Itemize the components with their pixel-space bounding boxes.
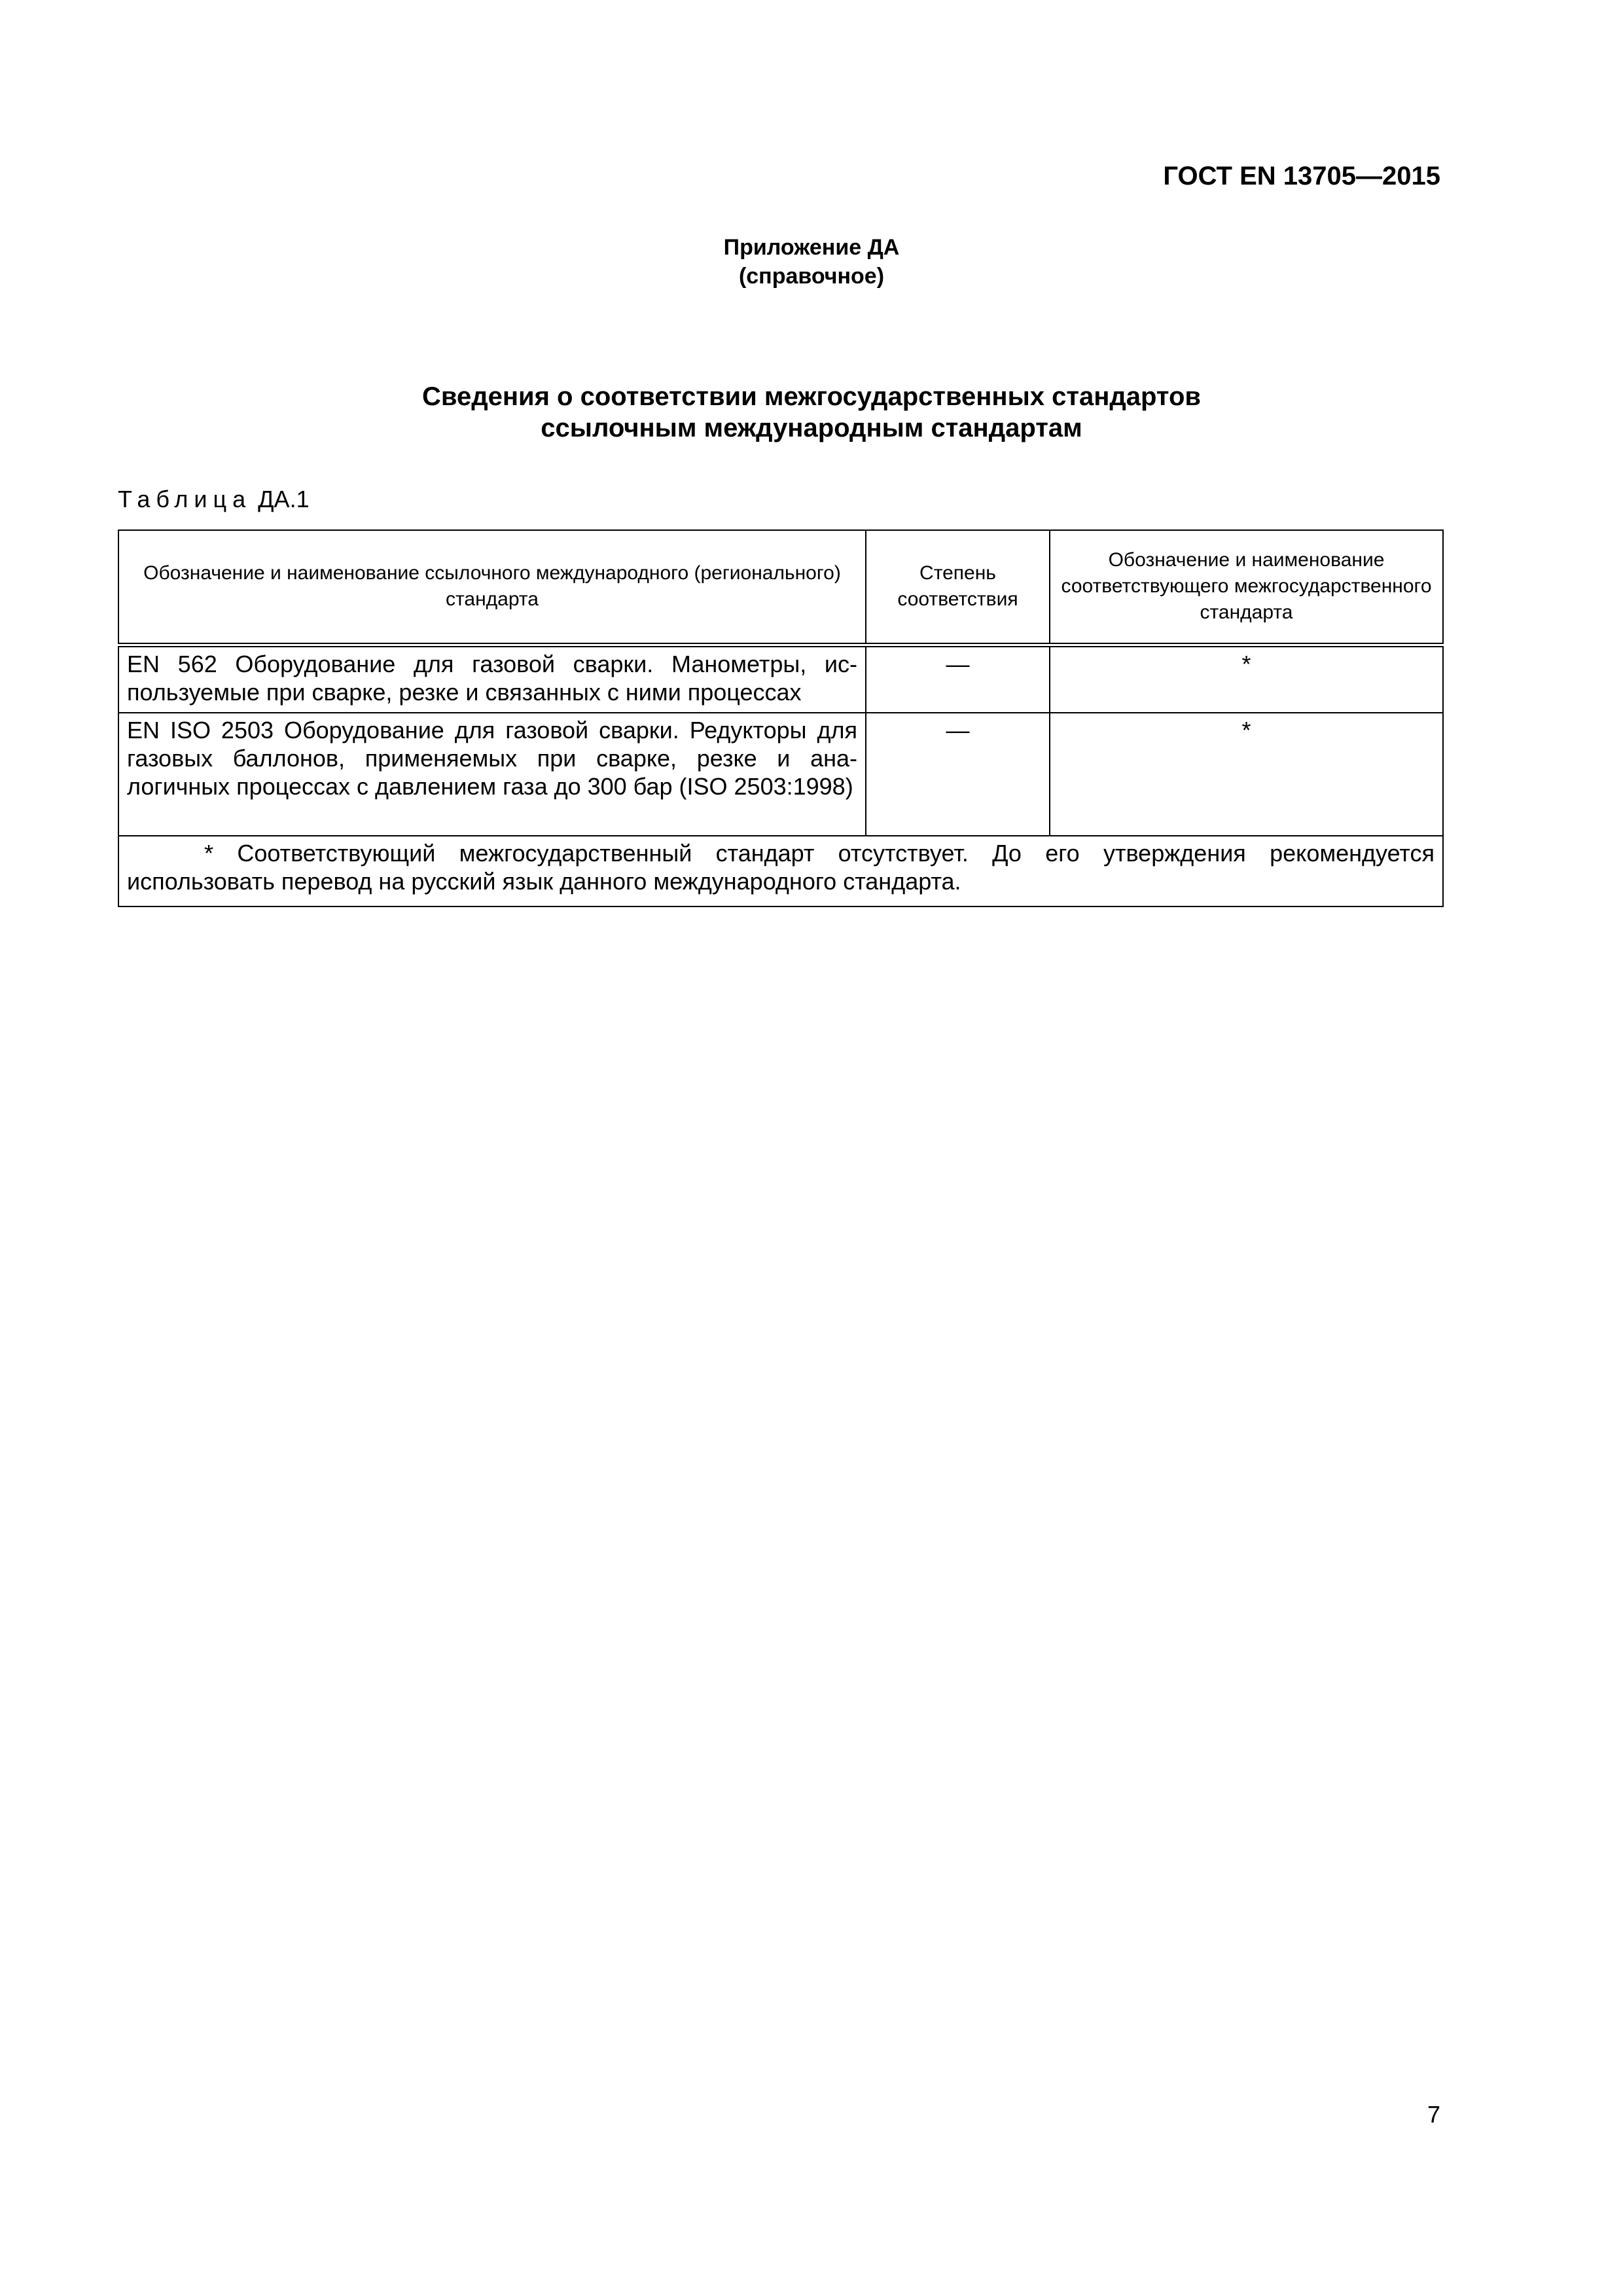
interstate-standard-cell: * bbox=[1050, 645, 1443, 713]
section-title-line-1: Сведения о соответствии межгосударственных стандартов bbox=[422, 382, 1201, 411]
table-footnote: * Соответствующий межгосударственный стандарт отсутствует. До его утверждения рекомендуется использовать перевод на русский язык данного международного стандарта. bbox=[118, 836, 1443, 906]
degree-cell: — bbox=[866, 645, 1050, 713]
compliance-table bbox=[118, 529, 1444, 907]
column-header-degree: Степень соответствия bbox=[866, 530, 1050, 645]
reference-standard-cell: EN 562 Оборудование для газовой сварки. Манометры, используемые при сварке, резке и связанных с ними процессах bbox=[118, 645, 866, 713]
column-header-reference-standard: Обозначение и наименование ссылочного международного (регионального) стандарта bbox=[118, 530, 866, 645]
annex-title: Приложение ДА bbox=[723, 235, 900, 260]
annex-type: (справочное) bbox=[738, 264, 885, 289]
table-row bbox=[118, 645, 1443, 713]
section-title bbox=[0, 381, 1623, 444]
interstate-standard-cell: * bbox=[1050, 713, 1443, 836]
annex-heading bbox=[0, 233, 1623, 291]
table-caption bbox=[118, 484, 310, 514]
column-header-interstate-standard: Обозначение и наименование соответствующего межгосударственного стандарта bbox=[1050, 530, 1443, 645]
compliance-table-container bbox=[118, 529, 1442, 907]
table-header-row bbox=[118, 530, 1443, 645]
table-row bbox=[118, 713, 1443, 836]
document-code-header: ГОСТ EN 13705—2015 bbox=[1163, 162, 1440, 190]
reference-standard-cell: EN ISO 2503 Оборудование для газовой сварки. Редукторы для газовых баллонов, применяемых при сварке, резке и аналогичных процессах с давлением газа до 300 бар (ISO 2503:1998) bbox=[118, 713, 866, 836]
page-number: 7 bbox=[1427, 2101, 1440, 2128]
section-title-line-2: ссылочным международным стандартам bbox=[541, 414, 1082, 442]
table-footnote-row bbox=[118, 836, 1443, 906]
degree-cell: — bbox=[866, 713, 1050, 836]
table-caption-prefix: Таблица bbox=[118, 486, 252, 512]
table-caption-number: ДА.1 bbox=[258, 486, 310, 512]
